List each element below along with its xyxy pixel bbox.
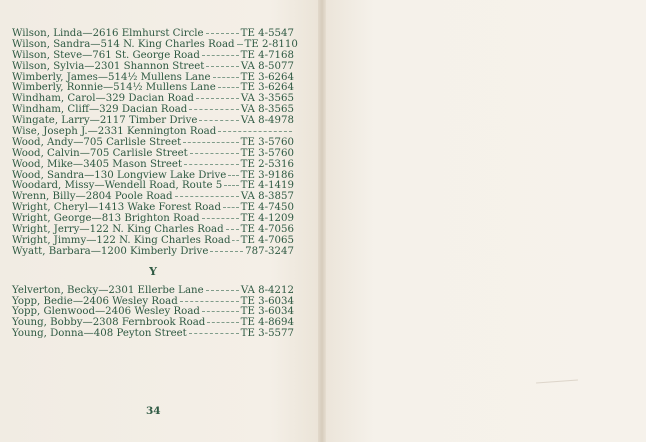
entry-phone: TE 3-6034 (240, 295, 294, 307)
dot-leader (183, 142, 238, 143)
entry-phone: VA 8-3857 (240, 191, 294, 203)
dot-leader (196, 98, 239, 99)
dot-leader (199, 120, 238, 121)
entry-name-address: Windham, Cliff—329 Dacian Road (12, 104, 188, 116)
entry-name-address: Wilson, Linda—2616 Elmhurst Circle (12, 28, 204, 39)
dot-leader (228, 175, 238, 176)
entry-name-address: Wood, Calvin—705 Carlisle Street (12, 147, 188, 159)
dot-leader (206, 33, 239, 34)
entry-name-address: Wright, Jimmy—122 N. King Charles Road (12, 234, 231, 246)
entry-name-address: Wilson, Steve—761 St. George Road (12, 49, 200, 61)
dot-leader (202, 55, 239, 56)
dot-leader (190, 153, 239, 154)
entry-phone: 787-3247 (245, 245, 294, 257)
entry-phone: TE 3-6264 (240, 71, 294, 83)
entry-name-address: Wyatt, Barbara—1200 Kimberly Drive (12, 245, 209, 257)
dot-leader (180, 301, 239, 302)
dot-leader (175, 196, 239, 197)
entry-phone: VA 8-4212 (240, 284, 294, 296)
dot-leader (232, 240, 238, 241)
directory-entry (12, 62, 294, 73)
entry-name-address: Wood, Mike—3405 Mason Street (12, 158, 183, 170)
dot-leader (189, 109, 239, 110)
entry-name-address: Wimberly, James—514½ Mullens Lane (12, 71, 211, 83)
dot-leader (213, 77, 239, 78)
dot-leader (206, 290, 239, 291)
entry-phone: TE 2-5316 (240, 158, 294, 170)
entry-name-address: Woodard, Missy—Wendell Road, Route 5 (12, 180, 223, 192)
dot-leader (189, 333, 239, 334)
entry-phone: VA 3-3565 (240, 93, 294, 105)
entry-phone: TE 3-5760 (240, 136, 294, 148)
entry-phone: TE 4-7065 (240, 234, 294, 246)
entry-name-address: Wright, Cheryl—1413 Wake Forest Road (12, 202, 222, 214)
entry-phone: TE 3-9186 (240, 169, 294, 181)
dot-leader (237, 44, 243, 45)
dot-leader (218, 87, 239, 88)
dot-leader (202, 311, 239, 312)
entry-name-address: Wright, George—813 Brighton Road (12, 213, 200, 225)
entry-name-address: Wright, Jerry—122 N. King Charles Road (12, 224, 224, 236)
dot-leader (224, 185, 238, 186)
entry-phone: VA 8-3565 (240, 104, 294, 116)
entry-phone: VA 8-4978 (240, 115, 294, 127)
entry-name-address: Wrenn, Billy—2804 Poole Road (12, 191, 173, 203)
dot-leader (207, 322, 238, 323)
entry-name-address: Wise, Joseph J.—2331 Kennington Road (12, 126, 217, 138)
w-section (12, 28, 298, 258)
entry-phone: TE 4-1419 (240, 180, 294, 192)
entry-phone: TE 3-6264 (240, 82, 294, 94)
right-page-blank (326, 0, 646, 442)
entry-phone: TE 4-8694 (240, 317, 294, 329)
entry-name-address: Wimberly, Ronnie—514½ Mullens Lane (12, 82, 216, 94)
book-gutter (318, 0, 326, 442)
entry-phone: TE 3-5577 (240, 328, 294, 340)
entry-name-address: Wilson, Sylvia—2301 Shannon Street (12, 60, 205, 72)
entry-phone: TE 4-7056 (240, 224, 294, 236)
entry-phone: TE 4-7450 (240, 202, 294, 214)
dot-leader (218, 131, 292, 132)
directory-entry (12, 329, 294, 340)
dot-leader (184, 164, 239, 165)
directory-listing (12, 28, 298, 340)
entry-name-address: Windham, Carol—329 Dacian Road (12, 93, 194, 105)
entry-phone: TE 3-6034 (240, 306, 294, 318)
entry-phone: TE 3-5760 (240, 147, 294, 159)
dot-leader (206, 66, 238, 67)
entry-name-address: Wood, Sandra—130 Longview Lake Drive (12, 169, 227, 181)
entry-phone: TE 4-5547 (240, 28, 294, 39)
entry-name-address: Yelverton, Becky—2301 Ellerbe Lane (12, 284, 204, 296)
entry-name-address: Young, Donna—408 Peyton Street (12, 328, 187, 340)
page-number: 34 (146, 405, 161, 417)
directory-entry (12, 160, 294, 171)
entry-name-address: Wilson, Sandra—514 N. King Charles Road (12, 38, 235, 50)
dot-leader (202, 218, 239, 219)
directory-entry (12, 286, 294, 297)
dot-leader (226, 229, 239, 230)
dot-leader (210, 251, 243, 252)
entry-name-address: Wood, Andy—705 Carlisle Street (12, 136, 182, 148)
entry-name-address: Young, Bobby—2308 Fernbrook Road (12, 317, 206, 329)
entry-phone: VA 8-5077 (240, 60, 294, 72)
section-letter: Y (149, 264, 157, 278)
entry-phone: TE 4-1209 (240, 213, 294, 225)
entry-name-address: Wingate, Larry—2117 Timber Drive (12, 115, 198, 127)
dot-leader (223, 207, 239, 208)
entry-name-address: Yopp, Glenwood—2406 Wesley Road (12, 306, 200, 318)
directory-entry (12, 247, 294, 258)
entry-phone: TE 4-7168 (240, 49, 294, 61)
entry-name-address: Yopp, Bedie—2406 Wesley Road (12, 295, 178, 307)
left-page (0, 0, 318, 442)
y-section (12, 286, 294, 340)
entry-phone: TE 2-8110 (244, 38, 298, 50)
